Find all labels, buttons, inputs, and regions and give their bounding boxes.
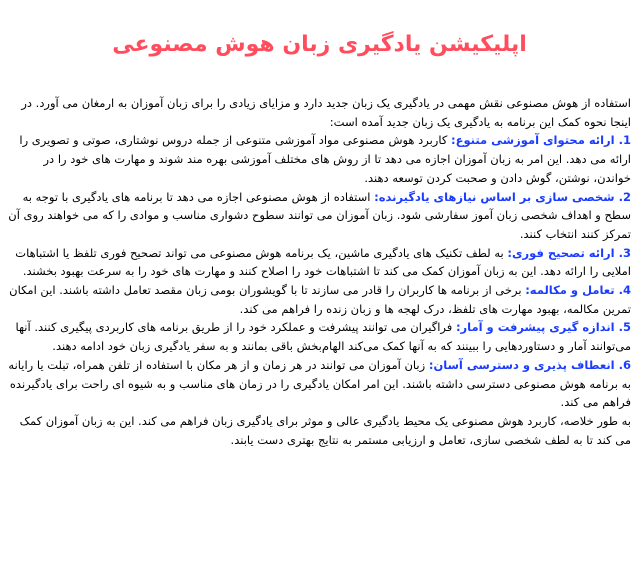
- item-2: [8, 188, 631, 244]
- item-3-text: به لطف تکنیک های یادگیری ماشین، یک برنامه هوش مصنوعی می تواند تصحیح فوری تلفظ یا اشتباهات املایی را ارائه دهد. این به زبان آموزان کمک می کند تا اشتباهات خود را اصلاح کنند و مهارت های خود را به سرعت بهبود بخشند.: [15, 245, 631, 279]
- item-4-label: 4. تعامل و مکالمه:: [525, 283, 631, 298]
- item-5-label: 5. اندازه گیری پیشرفت و آمار:: [455, 320, 631, 335]
- item-3-label: 3. ارائه تصحیح فوری:: [507, 245, 631, 260]
- intro-paragraph: استفاده از هوش مصنوعی نقش مهمی در یادگیری یک زبان جدید دارد و مزایای زیادی را برای زبان آموزان به ارمغان می آورد. در اینجا نحوه کمک این برنامه به یادگیری یک زبان جدید آمده است:: [21, 96, 631, 129]
- page-title: اپلیکیشن یادگیری زبان هوش مصنوعی: [112, 32, 527, 57]
- item-6-label: 6. انعطاف پذیری و دسترسی آسان:: [428, 357, 631, 372]
- item-2-text: استفاده از هوش مصنوعی اجازه می دهد تا برنامه های یادگیری با توجه به سطح و اهداف شخصی زبان آموز سفارشی شود. زبان آموزان می توانند سطوح دشواری مناسب و موادی را که می خواهند روی آن تمرکز کنند انتخاب کنند.: [8, 189, 631, 241]
- item-6: [8, 356, 631, 412]
- item-1-text: کاربرد هوش مصنوعی مواد آموزشی متنوعی از جمله دروس نوشتاری، صوتی و تصویری را ارائه می دهد. این امر به زبان آموزان اجازه می دهد تا از روش های مختلف آموزشی بهره مند شوند و مهارت های خود را در خواندن، نوشتن، گوش دادن و صحبت کردن توسعه دهند.: [19, 133, 631, 185]
- item-4-text: برخی از برنامه ها کاربران را قادر می سازند تا با گویشوران بومی زبان مقصد تعامل داشته باشند. این امکان تمرین مکالمه، بهبود مهارت های تلفظ، درک لهجه ها و زبان زنده را فراهم می کند.: [9, 283, 631, 316]
- item-1: [8, 131, 631, 187]
- item-4: [8, 281, 631, 318]
- conclusion-paragraph: به طور خلاصه، کاربرد هوش مصنوعی یک محیط یادگیری عالی و موثر برای یادگیری زبان فراهم می کند. این به زبان آموزان کمک می کند تا به لطف شخصی سازی، تعامل و ارزیابی مستمر به نتایج بهتری دست یابند.: [19, 413, 631, 447]
- item-2-label: 2. شخصی سازی بر اساس نیازهای یادگیرنده:: [374, 189, 631, 204]
- article-body: [8, 94, 631, 449]
- item-5: [8, 318, 631, 355]
- page: [0, 32, 639, 568]
- item-3: [8, 244, 631, 281]
- item-1-label: 1. ارائه محتوای آموزشی متنوع:: [451, 133, 631, 148]
- item-6-text: زبان آموزان می توانند در هر زمان و از هر مکان با استفاده از تلفن همراه، تبلت یا رایانه به برنامه هوش مصنوعی دسترسی داشته باشند. این امر امکان یادگیری را در زمان های مناسب و به شیوه ای راحت برای یادگیرنده فراهم می کند.: [8, 357, 631, 410]
- item-5-text: فراگیران می توانند پیشرفت و عملکرد خود را از طریق برنامه های کاربردی پیگیری کنند. آنها می‌توانند آمار و دستاوردهایی را ببینند که به آنها کمک می‌کند الهام‌بخش باقی بمانند و به سفر یادگیری زبان خود ادامه دهند.: [15, 320, 631, 354]
